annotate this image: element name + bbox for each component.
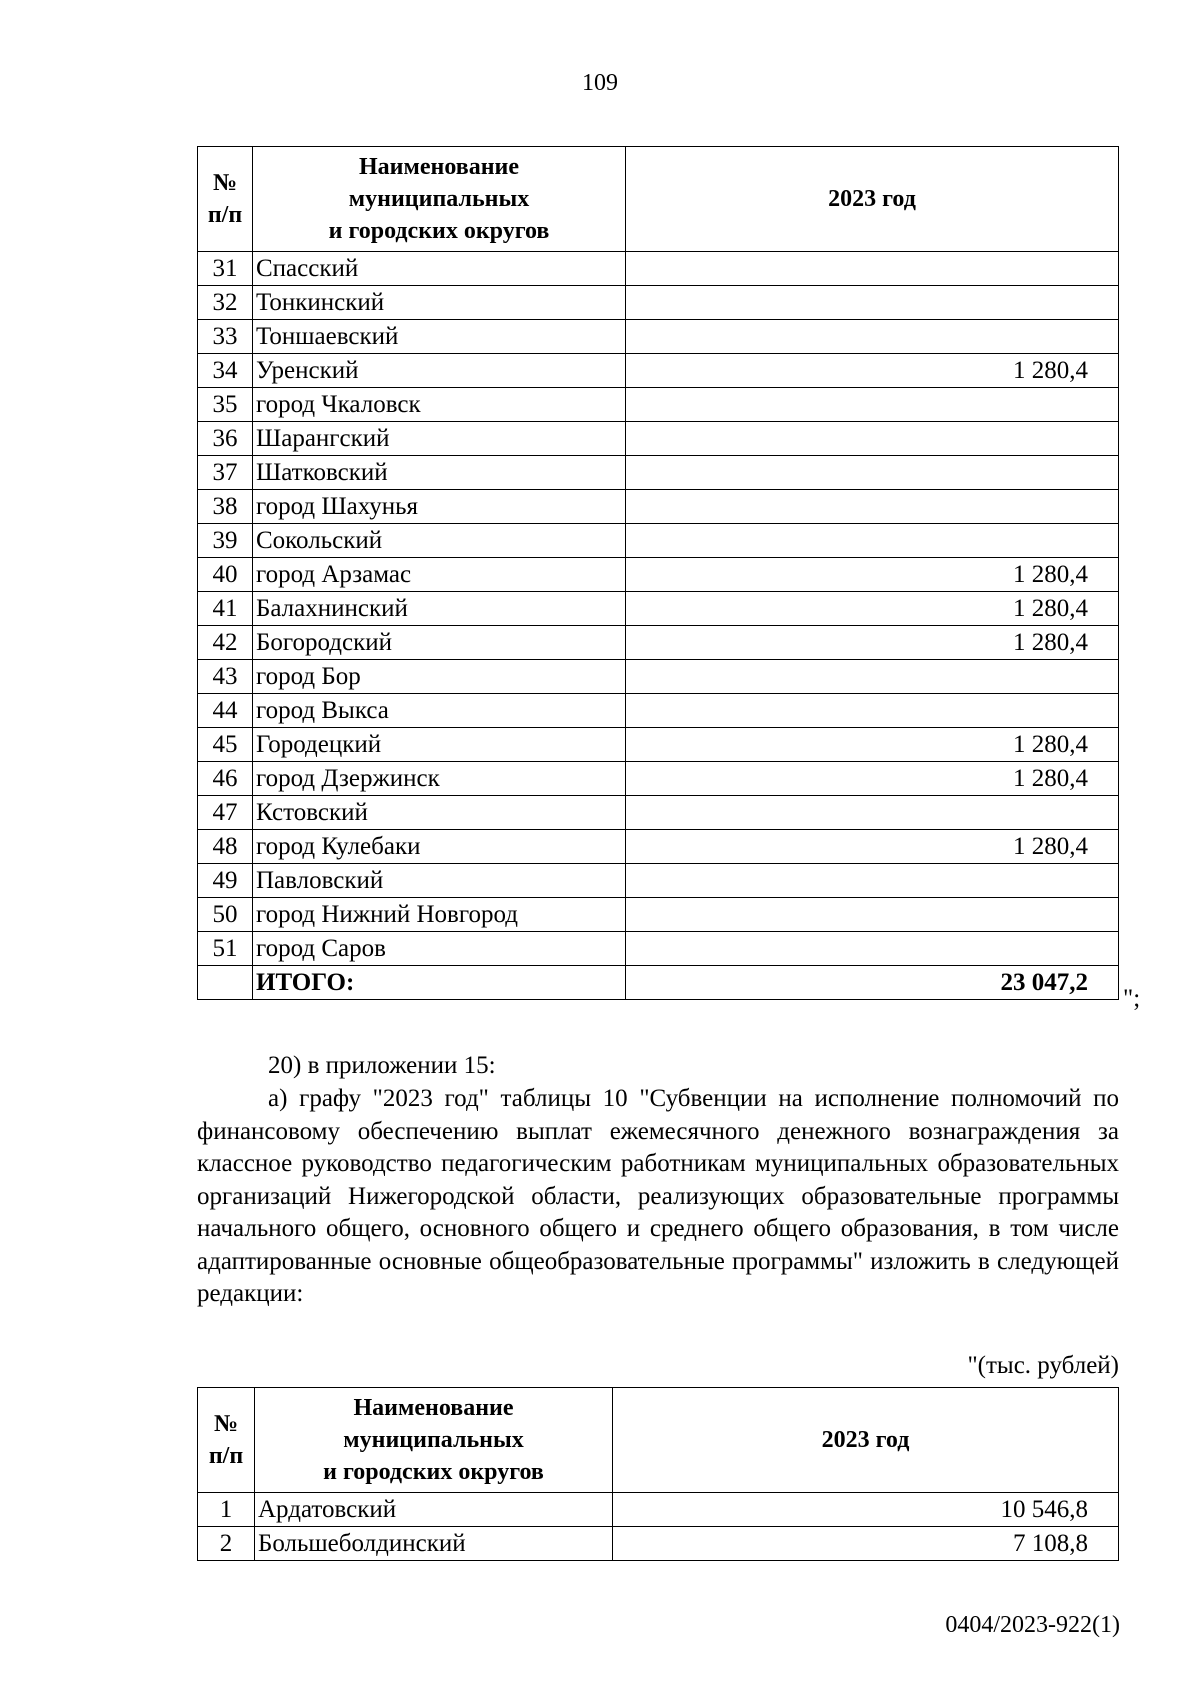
total-value: 23 047,2	[626, 966, 1119, 1000]
row-value	[626, 456, 1119, 490]
table-row	[198, 694, 1119, 728]
table-row	[198, 932, 1119, 966]
row-value: 1 280,4	[626, 354, 1119, 388]
header-year: 2023 год	[626, 147, 1119, 252]
header-num: № п/п	[198, 1388, 255, 1493]
row-name: город Чкаловск	[253, 388, 626, 422]
closing-quote: ";	[1123, 985, 1141, 1012]
row-name: Балахнинский	[253, 592, 626, 626]
table-row	[198, 252, 1119, 286]
row-name: Шарангский	[253, 422, 626, 456]
row-name: город Кулебаки	[253, 830, 626, 864]
row-value	[626, 694, 1119, 728]
row-value	[626, 796, 1119, 830]
row-number: 1	[198, 1493, 255, 1527]
row-value: 1 280,4	[626, 626, 1119, 660]
table-row	[198, 1493, 1119, 1527]
table-row	[198, 1527, 1119, 1561]
row-value	[626, 252, 1119, 286]
item-a-text: а) графу "2023 год" таблицы 10 "Субвенции на исполнение полномочий по финансовому обеспечению выплат ежемесячного денежного вознаграждения за классное руководство педагогическим работникам муниципальных образовательных организаций Нижегородской области, реализующих образовательные программы начального общего, основного общего и среднего общего образования, в том числе адаптированные основные общеобразовательные программы" изложить в следующей редакции:	[197, 1085, 1119, 1307]
subvention-table	[197, 1387, 1119, 1561]
row-value	[626, 898, 1119, 932]
document-code: 0404/2023-922(1)	[945, 1612, 1120, 1638]
row-value: 1 280,4	[626, 762, 1119, 796]
table-row	[198, 286, 1119, 320]
row-name: город Шахунья	[253, 490, 626, 524]
row-value: 10 546,8	[613, 1493, 1119, 1527]
table-row	[198, 320, 1119, 354]
row-number: 37	[198, 456, 253, 490]
row-name: город Дзержинск	[253, 762, 626, 796]
table-row	[198, 592, 1119, 626]
row-name: Большеболдинский	[255, 1527, 613, 1561]
row-name: Ардатовский	[255, 1493, 613, 1527]
row-name: Спасский	[253, 252, 626, 286]
table-row	[198, 354, 1119, 388]
row-number: 50	[198, 898, 253, 932]
row-number: 43	[198, 660, 253, 694]
row-name: город Бор	[253, 660, 626, 694]
row-value: 1 280,4	[626, 728, 1119, 762]
row-value: 1 280,4	[626, 830, 1119, 864]
row-number: 31	[198, 252, 253, 286]
table-row	[198, 762, 1119, 796]
table-row	[198, 796, 1119, 830]
row-number: 48	[198, 830, 253, 864]
row-name: город Нижний Новгород	[253, 898, 626, 932]
row-value	[626, 932, 1119, 966]
row-number: 44	[198, 694, 253, 728]
total-row	[198, 966, 1119, 1000]
row-number: 34	[198, 354, 253, 388]
row-value	[626, 388, 1119, 422]
row-number: 35	[198, 388, 253, 422]
table-row	[198, 388, 1119, 422]
table-row	[198, 898, 1119, 932]
row-number: 45	[198, 728, 253, 762]
row-number: 40	[198, 558, 253, 592]
row-number: 41	[198, 592, 253, 626]
row-value	[626, 320, 1119, 354]
table-row	[198, 626, 1119, 660]
table-row	[198, 422, 1119, 456]
header-name: Наименование муниципальных и городских округов	[255, 1388, 613, 1493]
row-number: 36	[198, 422, 253, 456]
row-number: 33	[198, 320, 253, 354]
row-number: 51	[198, 932, 253, 966]
row-value	[626, 660, 1119, 694]
row-name: Тонкинский	[253, 286, 626, 320]
header-num: № п/п	[198, 147, 253, 252]
row-value	[626, 422, 1119, 456]
row-number: 49	[198, 864, 253, 898]
row-name: Городецкий	[253, 728, 626, 762]
row-value	[626, 286, 1119, 320]
row-name: Сокольский	[253, 524, 626, 558]
row-value: 1 280,4	[626, 558, 1119, 592]
table-row	[198, 524, 1119, 558]
row-value: 1 280,4	[626, 592, 1119, 626]
table-row	[198, 728, 1119, 762]
row-name: город Выкса	[253, 694, 626, 728]
row-value	[626, 490, 1119, 524]
row-name: Богородский	[253, 626, 626, 660]
table-row	[198, 660, 1119, 694]
row-value: 7 108,8	[613, 1527, 1119, 1561]
table-row	[198, 864, 1119, 898]
row-number: 39	[198, 524, 253, 558]
page-number: 109	[582, 70, 618, 96]
row-value	[626, 864, 1119, 898]
header-name: Наименование муниципальных и городских округов	[253, 147, 626, 252]
row-value	[626, 524, 1119, 558]
row-name: Павловский	[253, 864, 626, 898]
row-name: Шатковский	[253, 456, 626, 490]
row-number: 42	[198, 626, 253, 660]
row-name: город Саров	[253, 932, 626, 966]
table-row	[198, 558, 1119, 592]
header-year: 2023 год	[613, 1388, 1119, 1493]
table-row	[198, 490, 1119, 524]
row-number: 38	[198, 490, 253, 524]
subsidy-table-part	[197, 146, 1119, 1000]
row-name: Уренский	[253, 354, 626, 388]
row-number: 32	[198, 286, 253, 320]
total-label: ИТОГО:	[253, 966, 626, 1000]
row-name: Кстовский	[253, 796, 626, 830]
row-number: 46	[198, 762, 253, 796]
units-label: "(тыс. рублей)	[967, 1352, 1119, 1379]
table-row	[198, 456, 1119, 490]
total-num-cell	[198, 966, 253, 1000]
item-20-text: 20) в приложении 15:	[268, 1052, 496, 1079]
row-number: 2	[198, 1527, 255, 1561]
table-row	[198, 830, 1119, 864]
row-name: Тоншаевский	[253, 320, 626, 354]
row-number: 47	[198, 796, 253, 830]
row-name: город Арзамас	[253, 558, 626, 592]
